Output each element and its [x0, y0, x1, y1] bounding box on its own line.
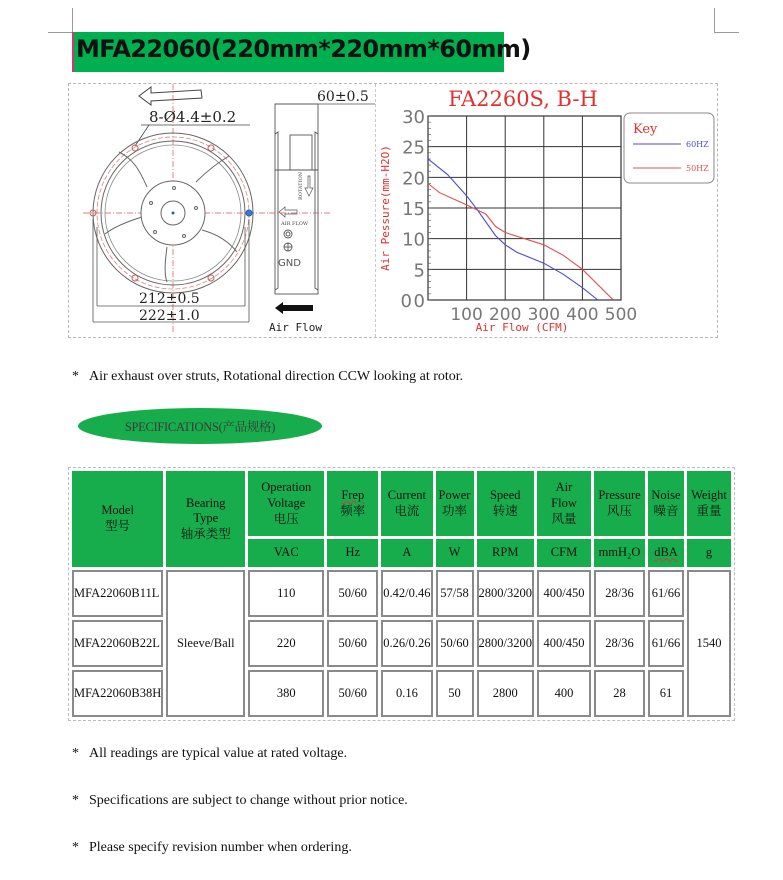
specifications-heading: [78, 408, 322, 444]
cell-frequency: 50/60: [327, 570, 378, 617]
note-revision-text: Please specify revision number when ordering.: [89, 840, 352, 855]
airflow-small-label: AIR FLOW: [281, 221, 308, 227]
chart-legend: [624, 113, 714, 183]
header-weight: Weight 重量: [687, 471, 731, 536]
cell-frequency: 50/60: [327, 620, 378, 667]
chart-x-tick-label: 400: [566, 305, 599, 325]
chart-y-tick-label: 10: [402, 229, 425, 251]
cell-current: 0.42/0.46: [381, 570, 432, 617]
ccw-arrow-icon: [139, 87, 202, 105]
chart-y-tick-label: 30: [402, 107, 425, 128]
unit-noise: dBA: [648, 539, 684, 567]
chart-x-tick-label: 500: [604, 305, 638, 325]
outer-dimension-label: 222±1.0: [139, 308, 200, 324]
cell-power: 50: [436, 670, 474, 717]
note-readings: [72, 746, 347, 762]
cell-speed: 2800/3200: [477, 570, 534, 617]
unit-frequency: Hz: [327, 539, 378, 567]
cell-model: MFA22060B11L: [72, 570, 163, 617]
cell-frequency: 50/60: [327, 670, 378, 717]
chart-y-axis-label: Air Pessure(mm-H2O): [379, 145, 392, 271]
cell-pressure: 28: [594, 670, 645, 717]
fan-dimension-drawing: [69, 84, 376, 337]
specifications-table: [68, 467, 735, 721]
note-exhaust-text: Air exhaust over struts, Rotational direction CCW looking at rotor.: [89, 369, 464, 384]
cell-current: 0.26/0.26: [381, 620, 432, 667]
chart-grid: [428, 116, 621, 300]
chart-x-tick-label: 300: [527, 305, 561, 325]
gnd-label: GND: [278, 258, 301, 269]
cell-power: 50/60: [436, 620, 474, 667]
cell-voltage: 110: [248, 570, 324, 617]
unit-current: A: [381, 539, 432, 567]
cell-airflow: 400/450: [537, 620, 591, 667]
note-change-text: Specifications are subject to change without prior notice.: [89, 793, 408, 808]
cell-noise: 61: [648, 670, 684, 717]
chart-y-tick-label: 15: [402, 199, 425, 220]
unit-airflow: CFM: [537, 539, 591, 567]
header-model: Model 型号: [72, 471, 163, 567]
note-bullet: *: [72, 369, 79, 384]
page-corner-mark-left: [48, 8, 73, 33]
chart-y-tick-label: 5: [413, 260, 425, 282]
cell-weight: 1540: [687, 570, 731, 717]
airflow-left-arrow-icon: [275, 302, 313, 314]
hole-spec-label: 8-Ø4.4±0.2: [149, 108, 237, 126]
cell-airflow: 400: [537, 670, 591, 717]
header-pressure: Pressure 风压: [594, 471, 645, 536]
cell-pressure: 28/36: [594, 620, 645, 667]
note-bullet: *: [72, 746, 79, 761]
chart-x-tick-label: 200: [488, 305, 522, 325]
chart-x-tick-label: 100: [450, 305, 483, 325]
performance-chart: [377, 84, 717, 337]
depth-dimension-label: 60±0.5: [317, 89, 369, 105]
unit-speed: RPM: [477, 539, 534, 567]
chart-x-origin-label: 0: [400, 291, 412, 312]
legend-label-50hz: 50HZ: [686, 164, 709, 173]
cell-model: MFA22060B22L: [72, 620, 163, 667]
fan-drawing-svg: [69, 84, 375, 337]
airflow-label: Air Flow: [269, 321, 322, 334]
cell-power: 57/58: [436, 570, 474, 617]
header-frequency: Frep 频率: [327, 471, 378, 536]
inner-dimension-label: 212±0.5: [139, 291, 200, 307]
cell-voltage: 220: [248, 620, 324, 667]
cell-bearing: Sleeve/Ball: [166, 570, 245, 717]
header-voltage: Operation Voltage 电压: [248, 471, 324, 536]
page-title: MFA22060(220mm*220mm*60mm): [76, 35, 531, 63]
pq-chart-svg: [377, 84, 717, 337]
cell-noise: 61/66: [648, 620, 684, 667]
cell-model: MFA22060B38H: [72, 670, 163, 717]
note-bullet: *: [72, 793, 79, 808]
table-header-row: [72, 471, 731, 536]
chart-y-tick-label: 20: [402, 168, 425, 190]
note-exhaust: [72, 369, 463, 385]
cell-current: 0.16: [381, 670, 432, 717]
chart-title: FA2260S, B-H: [448, 87, 598, 111]
note-revision: [72, 840, 352, 856]
header-current: Current 电流: [381, 471, 432, 536]
specifications-label: SPECIFICATIONS(产品规格): [124, 420, 276, 434]
table-row: [72, 570, 731, 617]
note-readings-text: All readings are typical value at rated voltage.: [89, 746, 348, 761]
header-bearing: Bearing Type 轴承类型: [166, 471, 245, 567]
cell-noise: 61/66: [648, 570, 684, 617]
cell-airflow: 400/450: [537, 570, 591, 617]
header-noise: Noise 噪音: [648, 471, 684, 536]
unit-voltage: VAC: [248, 539, 324, 567]
chart-y-tick-label: 0: [413, 291, 425, 312]
cell-speed: 2800: [477, 670, 534, 717]
header-speed: Speed 转速: [477, 471, 534, 536]
header-power: Power 功率: [436, 471, 474, 536]
note-bullet: *: [72, 840, 79, 855]
chart-y-tick-label: 25: [402, 137, 425, 159]
legend-label-60hz: 60HZ: [686, 140, 709, 149]
header-airflow: Air Flow 风量: [537, 471, 591, 536]
unit-power: W: [436, 539, 474, 567]
cell-voltage: 380: [248, 670, 324, 717]
page-corner-mark-right: [714, 8, 739, 33]
cell-speed: 2800/3200: [477, 620, 534, 667]
page-title-banner: [72, 32, 531, 72]
figure-frame: [68, 83, 718, 338]
unit-pressure: mmH₂O: [594, 539, 645, 567]
unit-weight: g: [687, 539, 731, 567]
note-change: [72, 793, 408, 809]
rotation-small-label: ROTATION: [298, 171, 304, 200]
cell-pressure: 28/36: [594, 570, 645, 617]
legend-title: Key: [633, 122, 658, 137]
chart-x-axis-label: Air Flow (CFM): [475, 321, 569, 334]
